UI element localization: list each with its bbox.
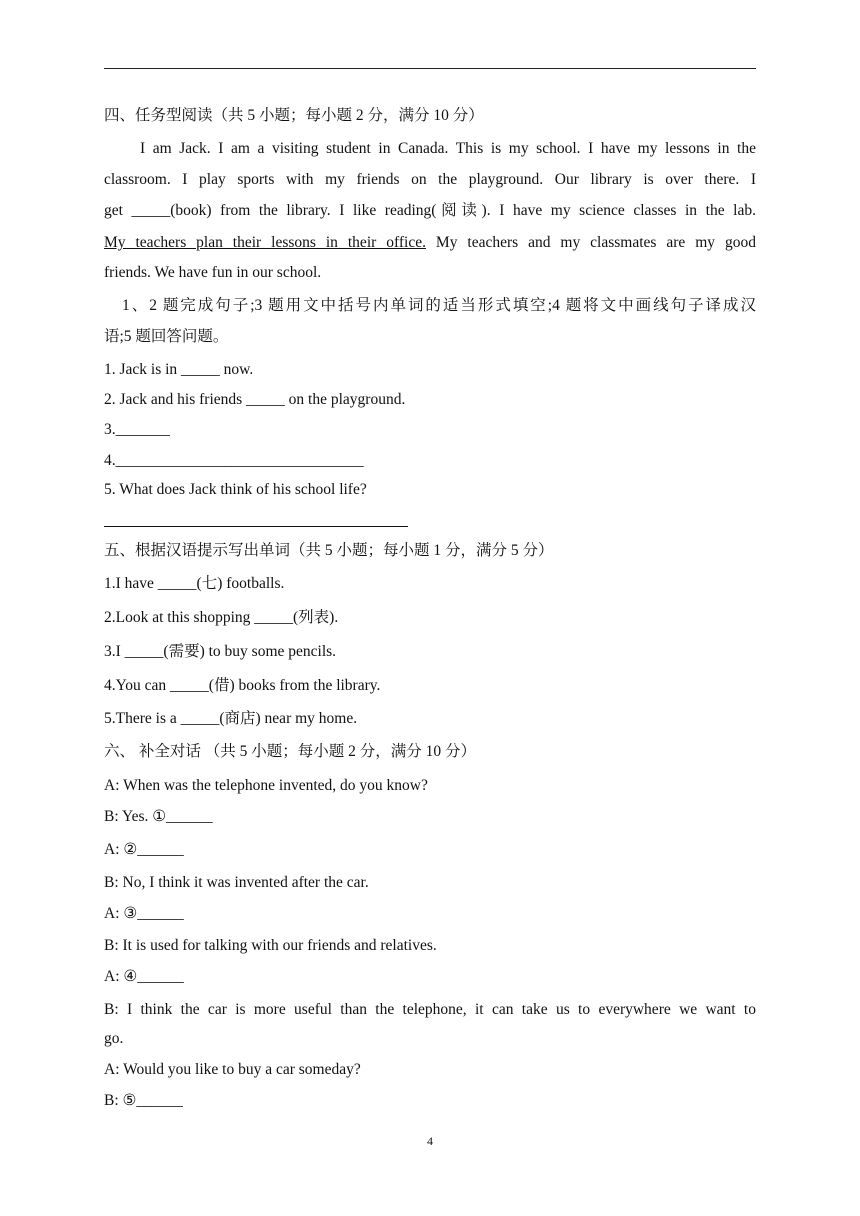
page-number: 4 xyxy=(427,1134,433,1148)
dialogue-line: B: ⑤______ xyxy=(104,1092,183,1109)
top-rule xyxy=(104,68,756,69)
question-4: 4.________________________________ xyxy=(104,452,364,469)
section6-heading: 六、 补全对话 （共 5 小题；每小题 2 分，满分 10 分） xyxy=(104,743,477,760)
passage-line xyxy=(104,233,756,253)
section5-heading: 五、根据汉语提示写出单词（共 5 小题；每小题 1 分，满分 5 分） xyxy=(104,542,554,559)
question-2: 2. Jack and his friends _____ on the playground. xyxy=(104,391,406,408)
dialogue-line: B: No, I think it was invented after the car. xyxy=(104,874,369,891)
dialogue-line: A: ③______ xyxy=(104,905,184,922)
dialogue-line: go. xyxy=(104,1030,124,1047)
dialogue-line: A: When was the telephone invented, do you know? xyxy=(104,777,428,794)
vocab-item: 2.Look at this shopping _____(列表). xyxy=(104,609,339,626)
vocab-item: 3.I _____(需要) to buy some pencils. xyxy=(104,643,337,660)
answer-blank-line xyxy=(104,526,408,527)
dialogue-line: B: It is used for talking with our friends and relatives. xyxy=(104,937,437,954)
dialogue-line: B: Yes. ①______ xyxy=(104,808,213,825)
dialogue-line: B: I think the car is more useful than the telephone, it can take us to everywhere we want to xyxy=(104,1001,756,1018)
underlined-sentence: My teachers plan their lessons in their office. xyxy=(104,234,426,251)
question-1: 1. Jack is in _____ now. xyxy=(104,361,254,378)
section4-heading: 四、任务型阅读（共 5 小题；每小题 2 分，满分 10 分） xyxy=(104,107,484,124)
dialogue-line: A: ②______ xyxy=(104,841,184,858)
passage-line: classroom. I play sports with my friends on the playground. Our library is over there. I xyxy=(104,171,756,188)
vocab-item: 5.There is a _____(商店) near my home. xyxy=(104,710,358,727)
question-3: 3._______ xyxy=(104,421,170,438)
question-5: 5. What does Jack think of his school life? xyxy=(104,481,367,498)
vocab-item: 1.I have _____(七) footballs. xyxy=(104,575,285,592)
instructions: 1、2 题完成句子;3 题用文中括号内单词的适当形式填空;4 题将文中画线句子译成汉 xyxy=(122,297,756,314)
passage-line: get _____(book) from the library. I like reading(阅读). I have my science classes in the lab. xyxy=(104,202,756,219)
passage-line: friends. We have fun in our school. xyxy=(104,264,322,281)
vocab-item: 4.You can _____(借) books from the library. xyxy=(104,677,381,694)
dialogue-line: A: ④______ xyxy=(104,968,184,985)
passage-line: I am Jack. I am a visiting student in Canada. This is my school. I have my lessons in the xyxy=(140,140,756,157)
passage-line-rest: My teachers and my classmates are my good xyxy=(425,234,756,251)
dialogue-line: A: Would you like to buy a car someday? xyxy=(104,1061,361,1078)
instructions: 语;5 题回答问题。 xyxy=(104,328,229,345)
